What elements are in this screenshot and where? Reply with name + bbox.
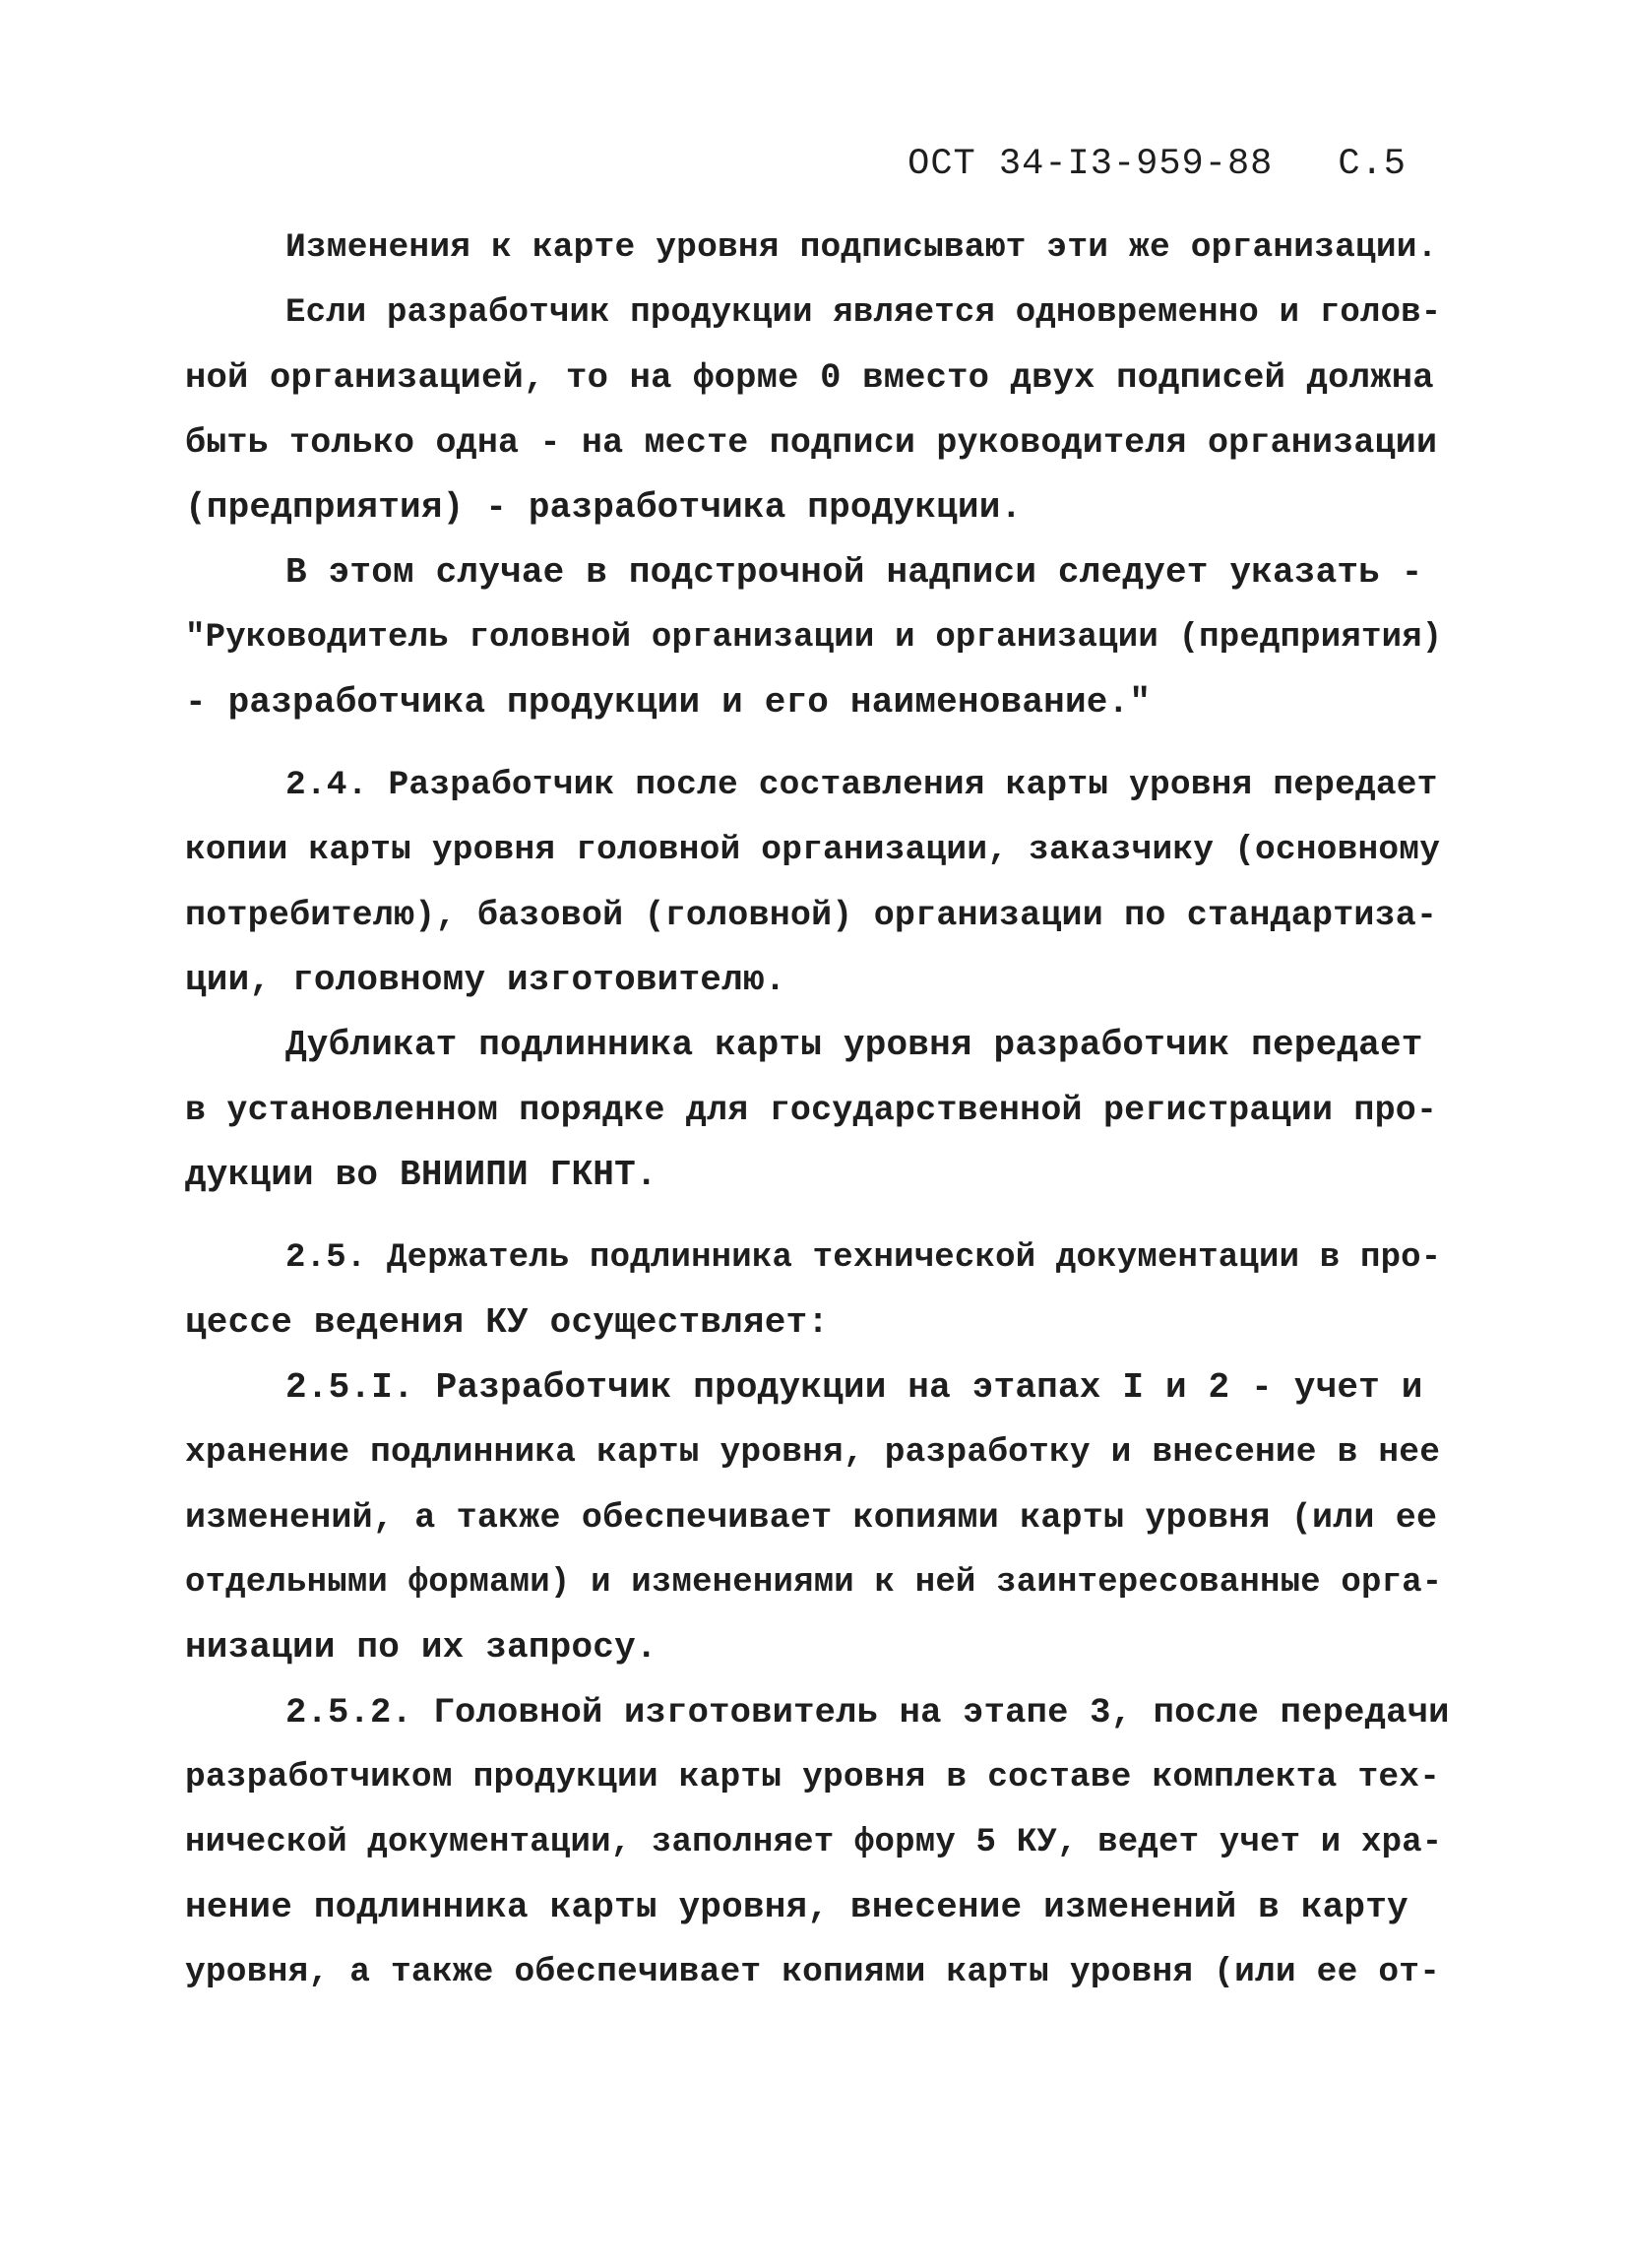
text-line: 2.5.2. Головной изготовитель на этапе 3, после передачи bbox=[285, 1692, 1450, 1732]
text-line: быть только одна - на месте подписи руководителя организации bbox=[185, 423, 1438, 463]
text-line: нической документации, заполняет форму 5 КУ, ведет учет и хра- bbox=[185, 1824, 1443, 1861]
text-line: - разработчика продукции и его наименование." bbox=[185, 682, 1152, 723]
document-code: ОСТ 34-I3-959-88 bbox=[907, 144, 1274, 185]
text-line: отдельными формами) и изменениями к ней заинтересованные орга- bbox=[185, 1564, 1443, 1602]
text-line: (предприятия) - разработчика продукции. bbox=[185, 487, 1023, 528]
text-line: разработчиком продукции карты уровня в составе комплекта тех- bbox=[185, 1758, 1441, 1796]
text-line: В этом случае в подстрочной надписи следует указать - bbox=[285, 552, 1423, 593]
text-line: ной организацией, то на форме 0 вместо двух подписей должна bbox=[185, 357, 1434, 398]
text-line: потребителю), базовой (головной) организации по стандартиза- bbox=[185, 896, 1438, 935]
text-line: цессе ведения КУ осуществляет: bbox=[185, 1302, 830, 1343]
text-line: 2.4. Разработчик после составления карты уровня передает bbox=[285, 766, 1438, 804]
page-number: С.5 bbox=[1338, 144, 1407, 185]
text-line: изменений, а также обеспечивает копиями карты уровня (или ее bbox=[185, 1498, 1438, 1538]
text-line: Если разработчик продукции является одновременно и голов- bbox=[285, 294, 1442, 332]
text-line: уровня, а также обеспечивает копиями карты уровня (или ее от- bbox=[185, 1953, 1441, 1991]
text-line: хранение подлинника карты уровня, разработку и внесение в нее bbox=[185, 1433, 1441, 1472]
text-line: Изменения к карте уровня подписывают эти же организации. bbox=[285, 228, 1438, 267]
text-line: копии карты уровня головной организации, заказчику (основному bbox=[185, 831, 1441, 869]
text-line: нение подлинника карты уровня, внесение изменений в карту bbox=[185, 1887, 1408, 1927]
page-header bbox=[907, 144, 1407, 185]
text-line: в установленном порядке для государственной регистрации про- bbox=[185, 1091, 1438, 1130]
text-line: Дубликат подлинника карты уровня разработчик передает bbox=[285, 1025, 1423, 1065]
text-line: 2.5.I. Разработчик продукции на этапах I и 2 - учет и bbox=[285, 1367, 1423, 1408]
text-line: ции, головному изготовителю. bbox=[185, 960, 786, 1000]
text-line: 2.5. Держатель подлинника технической документации в про- bbox=[285, 1239, 1442, 1277]
text-line: дукции во ВНИИПИ ГКНТ. bbox=[185, 1155, 657, 1195]
text-line: "Руководитель головной организации и организации (предприятия) bbox=[185, 619, 1443, 657]
text-line: низации по их запросу. bbox=[185, 1627, 657, 1668]
